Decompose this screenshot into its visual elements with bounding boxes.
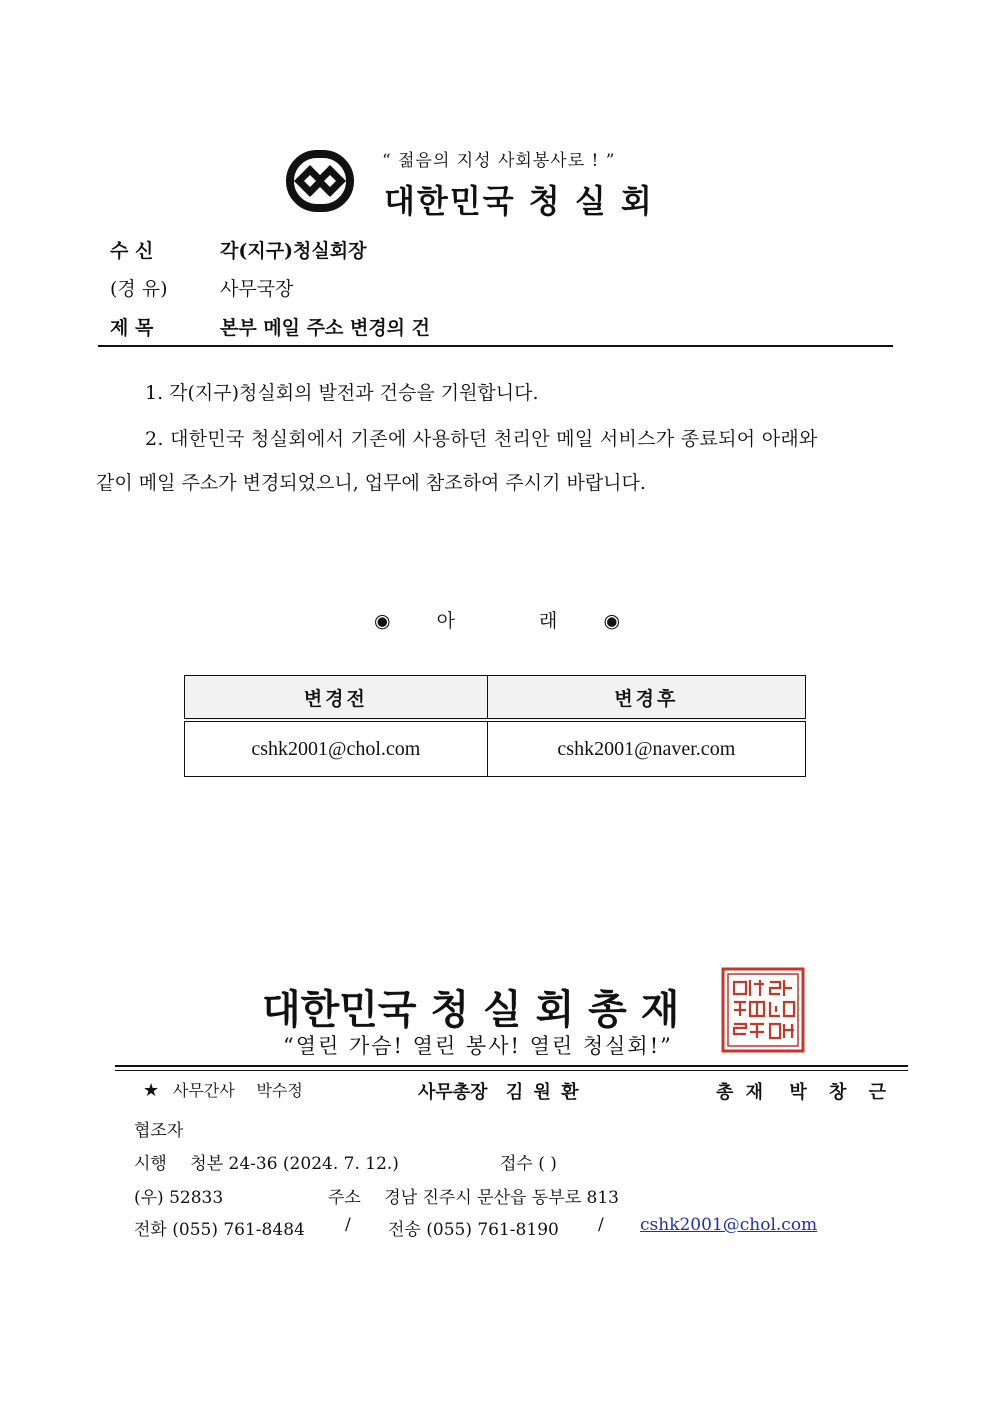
table-cell-new-email: cshk2001@naver.com [487,720,805,777]
via-row [110,274,293,301]
address-row [328,1183,619,1208]
president-role: 총 재 [716,1082,767,1103]
clerk-signature [143,1078,303,1101]
official-seal [720,966,806,1054]
notice-word-2: 래 [539,610,558,632]
notice-word-1: 아 [436,610,455,632]
header-slogan: “ 젊음의 지성 사회봉사로 ! ” [382,151,616,171]
footer-double-divider [115,1065,908,1071]
table-header-before: 변경전 [185,676,488,721]
phone-number: 전화 (055) 761-8484 [134,1220,305,1240]
body-paragraph-1: 1. 각(지구)청실회의 발전과 건승을 기원합니다. [145,382,539,404]
fax-number: 전송 (055) 761-8190 [388,1220,559,1240]
via-value: 사무국장 [220,278,294,300]
subject-value: 본부 메일 주소 변경의 건 [220,317,430,339]
notice-bullet-icon: ◉ [374,610,391,632]
email-link[interactable]: cshk2001@chol.com [640,1215,818,1235]
clerk-role: 사무간사 [172,1081,235,1100]
table-row [185,720,806,777]
clerk-name: 박수정 [256,1081,303,1100]
contact-divider: / [345,1215,351,1235]
email-change-table [184,675,806,777]
secretary-general-signature [418,1078,581,1104]
via-label: (경 유) [110,278,168,300]
footer-slogan: “열린 가슴! 열린 봉사! 열린 청실회!” [283,1034,673,1058]
star-icon: ★ [143,1080,160,1101]
notice-heading [374,606,620,633]
recipient-value: 각(지구)청실회장 [220,240,367,262]
notice-bullet-icon: ◉ [603,610,621,632]
president-signature [716,1078,894,1104]
secretary-name: 김 원 환 [505,1082,581,1103]
address-label: 주소 [328,1188,361,1208]
recipient-row [110,236,366,263]
organization-logo-icon [286,150,354,212]
table-header-after: 변경후 [487,676,805,721]
organization-title: 대한민국 청 실 회 [384,182,654,220]
body-paragraph-2-line-1: 2. 대한민국 청실회에서 기존에 사용하던 천리안 메일 서비스가 종료되어 아래와 [145,428,818,450]
subject-row [110,313,430,340]
address-value: 경남 진주시 문산읍 동부로 813 [384,1188,619,1208]
footer-organization-title: 대한민국 청 실 회 총 재 [262,986,680,1033]
subject-label: 제 목 [110,317,154,339]
recipient-label: 수 신 [110,240,154,262]
secretary-role: 사무총장 [418,1082,488,1103]
president-name: 박 창 근 [789,1082,895,1103]
enforcement-label: 시행 [134,1154,167,1174]
enforcement-row [134,1149,399,1174]
receipt-field: 접수 ( ) [500,1154,557,1174]
document-number: 청본 24-36 (2024. 7. 12.) [190,1154,399,1174]
contact-divider: / [598,1215,604,1235]
body-paragraph-2-line-2: 같이 메일 주소가 변경되었으니, 업무에 참조하여 주시기 바랍니다. [96,472,646,494]
cooperator-label: 협조자 [134,1121,184,1141]
postal-code: (우) 52833 [134,1188,224,1208]
table-cell-old-email: cshk2001@chol.com [185,720,488,777]
header-divider [98,345,893,347]
